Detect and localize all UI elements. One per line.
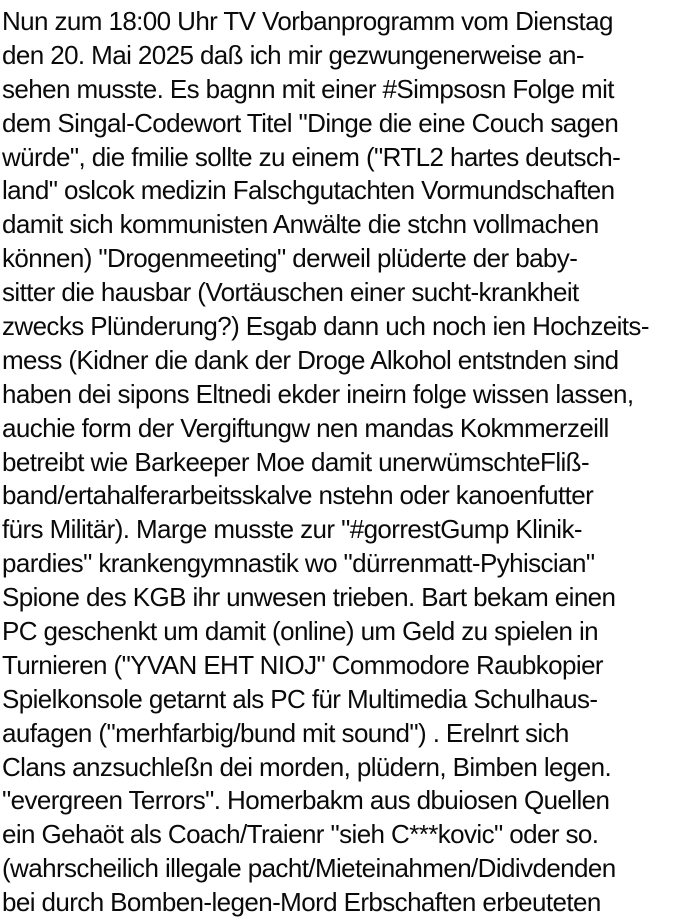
text-line: Spielkonsole getarnt als PC für Multimedia Schulhaus-	[2, 683, 598, 714]
text-line: dem Singal-Codewort Titel "Dinge die eine Couch sagen	[2, 107, 619, 138]
text-line: sitter die hausbar (Vortäuschen einer sucht-krankheit	[2, 277, 579, 308]
text-line: PC geschenkt um damit (online) um Geld zu spielen in	[2, 616, 598, 647]
text-line: auchie form der Vergiftungw nen mandas Kokmmerzeill	[2, 412, 609, 443]
text-line: aufagen ("merhfarbig/bund mit sound") . Erelnrt sich	[2, 717, 569, 748]
text-line: zwecks Plünderung?) Esgab dann uch noch ien Hochzeits-	[2, 311, 649, 342]
text-line: pardies" krankengymnastik wo "dürrenmatt-Pyhiscian"	[2, 548, 595, 579]
text-line: können) "Drogenmeeting" derweil plüderte der baby-	[2, 243, 578, 274]
text-line: würde", die fmilie sollte zu einem ("RTL2 hartes deutsch-	[2, 141, 621, 172]
text-line: fürs Militär). Marge musste zur "#gorrestGump Klinik-	[2, 514, 582, 545]
text-line: mess (Kidner die dank der Droge Alkohol entstnden sind	[2, 344, 619, 375]
text-line: damit sich kommunisten Anwälte die stchn vollmachen	[2, 209, 599, 240]
text-line: Turnieren ("YVAN EHT NIOJ" Commodore Raubkopier	[2, 649, 603, 680]
text-line: Nun zum 18:00 Uhr TV Vorbanprogramm vom Dienstag	[2, 6, 613, 36]
text-line: "evergreen Terrors". Homerbakm aus dbuiosen Quellen	[2, 785, 610, 816]
text-line: bei durch Bomben-legen-Mord Erbschaften erbeuteten	[2, 887, 601, 918]
text-line: haben dei sipons Eltnedi ekder ineirn folge wissen lassen,	[2, 378, 634, 409]
text-line: land" oslcok medizin Falschgutachten Vormundschaften	[2, 175, 615, 206]
text-line: betreibt wie Barkeeper Moe damit unerwümschteFliß-	[2, 446, 590, 477]
paragraph-text	[2, 5, 684, 920]
text-line: den 20. Mai 2025 daß ich mir gezwungenerweise an-	[2, 39, 584, 70]
text-line: Spione des KGB ihr unwesen trieben. Bart bekam einen	[2, 582, 616, 613]
text-line: Clans anzsuchleßn dei morden, plüdern, Bimben legen.	[2, 751, 612, 782]
text-line: ein Gehaöt als Coach/Traienr "sieh C***kovic" oder so.	[2, 819, 599, 850]
text-line: sehen musste. Es bagnn mit einer #Simpsosn Folge mit	[2, 73, 614, 104]
text-line: (wahrscheilich illegale pacht/Mieteinahmen/Didivdenden	[2, 853, 616, 884]
text-line: band/ertahalferarbeitsskalve nstehn oder kanoenfutter	[2, 480, 594, 511]
